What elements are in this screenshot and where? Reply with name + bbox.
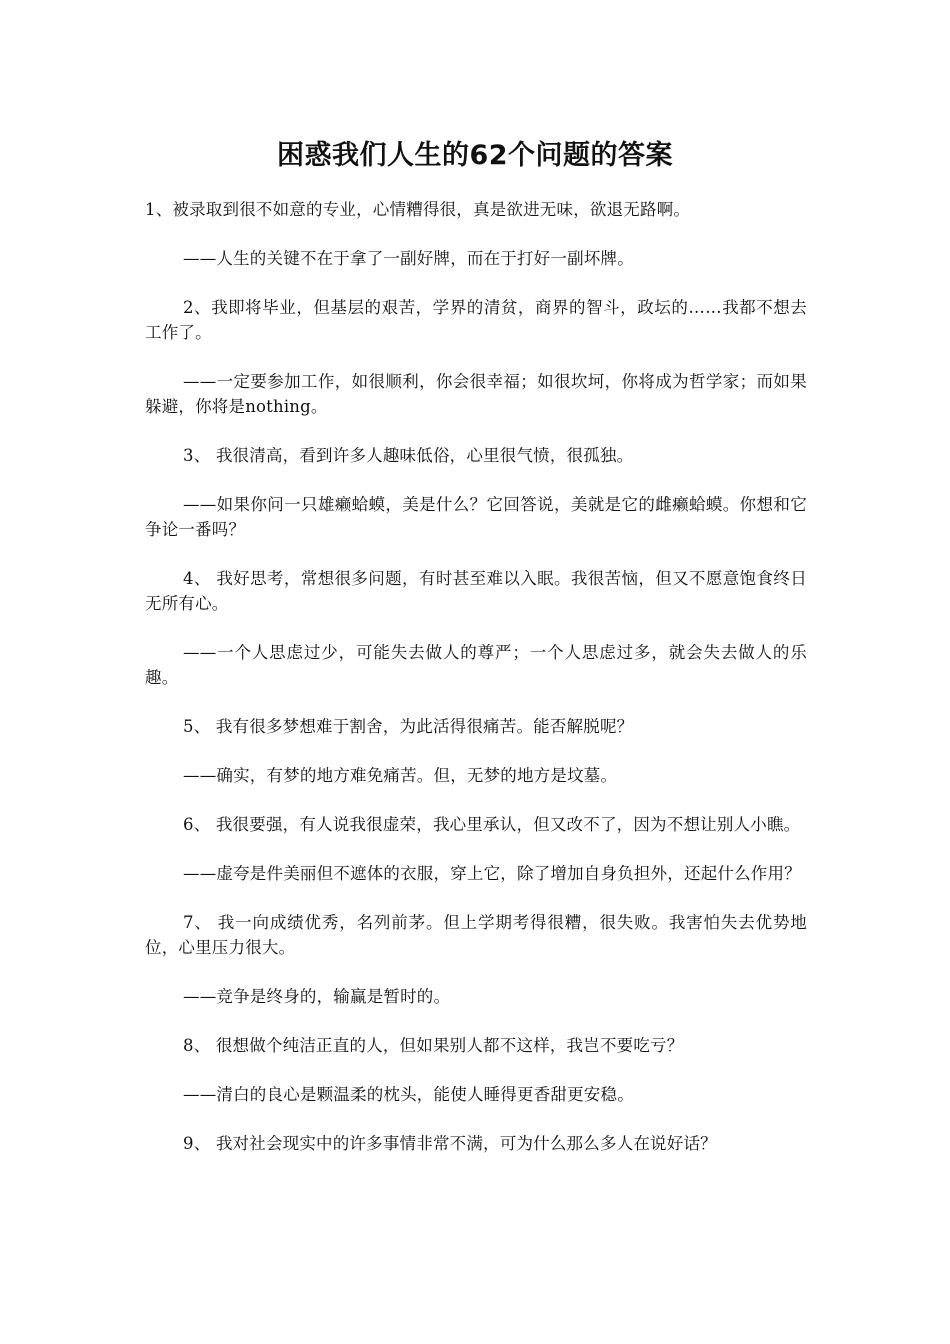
paragraph: 4、 我好思考，常想很多问题，有时甚至难以入眠。我很苦恼，但又不愿意饱食终日无所有心。 xyxy=(145,569,807,613)
paragraph: 3、 我很清高，看到许多人趣味低俗，心里很气愤，很孤独。 xyxy=(183,446,634,465)
paragraph: ——如果你问一只雄癞蛤蟆，美是什么？它回答说，美就是它的雌癞蛤蟆。你想和它争论一番吗？ xyxy=(145,495,807,539)
paragraph: ——清白的良心是颗温柔的枕头，能使人睡得更香甜更安稳。 xyxy=(183,1085,634,1104)
paragraph: ——虚夸是件美丽但不遮体的衣服，穿上它，除了增加自身负担外，还起什么作用？ xyxy=(183,864,801,883)
document-title: 困惑我们人生的62个问题的答案 xyxy=(276,140,674,171)
paragraph: ——确实，有梦的地方难免痛苦。但，无梦的地方是坟墓。 xyxy=(183,766,618,785)
document-body xyxy=(145,197,807,1180)
paragraph: 6、 我很要强，有人说我很虚荣，我心里承认，但又改不了，因为不想让别人小瞧。 xyxy=(183,815,801,834)
paragraph: 5、 我有很多梦想难于割舍，为此活得很痛苦。能否解脱呢？ xyxy=(183,717,634,736)
paragraph: 8、 很想做个纯洁正直的人，但如果别人都不这样，我岂不要吃亏？ xyxy=(183,1036,684,1055)
paragraph: 7、 我一向成绩优秀，名列前茅。但上学期考得很糟，很失败。我害怕失去优势地位，心里压力很大。 xyxy=(145,913,807,957)
paragraph: ——一定要参加工作，如很顺利，你会很幸福；如很坎坷，你将成为哲学家；而如果躲避，你将是nothing。 xyxy=(145,372,807,416)
paragraph: ——一个人思虑过少，可能失去做人的尊严；一个人思虑过多，就会失去做人的乐趣。 xyxy=(145,643,807,687)
paragraph: ——人生的关键不在于拿了一副好牌，而在于打好一副坏牌。 xyxy=(183,249,634,268)
paragraph: 2、我即将毕业，但基层的艰苦，学界的清贫，商界的智斗，政坛的……我都不想去工作了。 xyxy=(145,298,807,342)
paragraph: 1、被录取到很不如意的专业，心情糟得很，真是欲进无味，欲退无路啊。 xyxy=(145,200,691,219)
paragraph: ——竞争是终身的，输赢是暂时的。 xyxy=(183,987,451,1006)
paragraph: 9、 我对社会现实中的许多事情非常不满，可为什么那么多人在说好话？ xyxy=(183,1134,717,1153)
